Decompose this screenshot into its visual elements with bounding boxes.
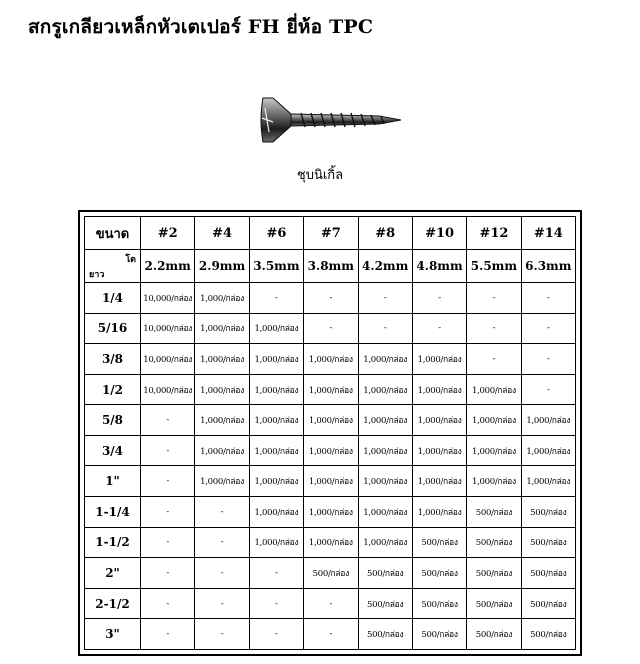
pack-qty-cell: 1,000/กล่อง bbox=[304, 497, 358, 528]
pack-qty-cell: 1,000/กล่อง bbox=[412, 497, 466, 528]
pack-qty-cell: - bbox=[521, 344, 575, 375]
pack-qty-cell: 1,000/กล่อง bbox=[358, 374, 412, 405]
pack-qty-cell: 1,000/กล่อง bbox=[467, 374, 521, 405]
pack-qty-cell: 500/กล่อง bbox=[412, 527, 466, 558]
pack-qty-cell: 1,000/กล่อง bbox=[249, 344, 303, 375]
diameter-header: 3.5mm bbox=[249, 250, 303, 283]
corner-len-label: ยาว bbox=[89, 270, 105, 280]
spec-table bbox=[84, 216, 576, 650]
table-row bbox=[85, 435, 576, 466]
pack-qty-cell: 500/กล่อง bbox=[304, 558, 358, 589]
pack-qty-cell: 1,000/กล่อง bbox=[358, 435, 412, 466]
pack-qty-cell: 1,000/กล่อง bbox=[412, 466, 466, 497]
table-row bbox=[85, 374, 576, 405]
length-label: 3/4 bbox=[85, 435, 141, 466]
pack-qty-cell: 1,000/กล่อง bbox=[521, 466, 575, 497]
pack-qty-cell: 500/กล่อง bbox=[412, 588, 466, 619]
table-row bbox=[85, 527, 576, 558]
pack-qty-cell: 1,000/กล่อง bbox=[467, 435, 521, 466]
pack-qty-cell: 500/กล่อง bbox=[467, 497, 521, 528]
corner-size-label: ขนาด bbox=[85, 217, 141, 250]
pack-qty-cell: - bbox=[304, 619, 358, 650]
pack-qty-cell: 500/กล่อง bbox=[412, 619, 466, 650]
diameter-header-row bbox=[85, 250, 576, 283]
diameter-header: 4.2mm bbox=[358, 250, 412, 283]
length-label: 1/2 bbox=[85, 374, 141, 405]
gauge-header: #14 bbox=[521, 217, 575, 250]
pack-qty-cell: 1,000/กล่อง bbox=[358, 527, 412, 558]
gauge-header: #6 bbox=[249, 217, 303, 250]
pack-qty-cell: - bbox=[304, 283, 358, 314]
pack-qty-cell: 500/กล่อง bbox=[521, 558, 575, 589]
pack-qty-cell: 1,000/กล่อง bbox=[249, 313, 303, 344]
pack-qty-cell: 1,000/กล่อง bbox=[195, 344, 249, 375]
pack-qty-cell: 1,000/กล่อง bbox=[249, 497, 303, 528]
pack-qty-cell: 1,000/กล่อง bbox=[249, 527, 303, 558]
pack-qty-cell: 1,000/กล่อง bbox=[521, 435, 575, 466]
pack-qty-cell: - bbox=[249, 619, 303, 650]
pack-qty-cell: 1,000/กล่อง bbox=[304, 374, 358, 405]
pack-qty-cell: 500/กล่อง bbox=[467, 588, 521, 619]
pack-qty-cell: 500/กล่อง bbox=[412, 558, 466, 589]
corner-dia-len-cell bbox=[85, 250, 141, 283]
gauge-header: #7 bbox=[304, 217, 358, 250]
pack-qty-cell: 500/กล่อง bbox=[467, 558, 521, 589]
length-label: 1-1/2 bbox=[85, 527, 141, 558]
pack-qty-cell: - bbox=[141, 558, 195, 589]
pack-qty-cell: 1,000/กล่อง bbox=[195, 435, 249, 466]
pack-qty-cell: 1,000/กล่อง bbox=[304, 466, 358, 497]
pack-qty-cell: 1,000/กล่อง bbox=[412, 405, 466, 436]
pack-qty-cell: - bbox=[521, 374, 575, 405]
table-row bbox=[85, 497, 576, 528]
pack-qty-cell: - bbox=[249, 588, 303, 619]
pack-qty-cell: 1,000/กล่อง bbox=[249, 466, 303, 497]
pack-qty-cell: - bbox=[467, 283, 521, 314]
gauge-header: #8 bbox=[358, 217, 412, 250]
pack-qty-cell: 500/กล่อง bbox=[521, 619, 575, 650]
pack-qty-cell: 10,000/กล่อง bbox=[141, 374, 195, 405]
pack-qty-cell: - bbox=[467, 344, 521, 375]
pack-qty-cell: - bbox=[195, 558, 249, 589]
pack-qty-cell: 1,000/กล่อง bbox=[304, 344, 358, 375]
length-label: 2" bbox=[85, 558, 141, 589]
pack-qty-cell: 500/กล่อง bbox=[521, 527, 575, 558]
gauge-header: #4 bbox=[195, 217, 249, 250]
diameter-header: 3.8mm bbox=[304, 250, 358, 283]
pack-qty-cell: 1,000/กล่อง bbox=[304, 435, 358, 466]
pack-qty-cell: - bbox=[249, 558, 303, 589]
pack-qty-cell: - bbox=[141, 527, 195, 558]
pack-qty-cell: 1,000/กล่อง bbox=[358, 466, 412, 497]
pack-qty-cell: 1,000/กล่อง bbox=[467, 405, 521, 436]
table-row bbox=[85, 283, 576, 314]
pack-qty-cell: 500/กล่อง bbox=[521, 497, 575, 528]
length-label: 1" bbox=[85, 466, 141, 497]
pack-qty-cell: - bbox=[412, 313, 466, 344]
gauge-header: #2 bbox=[141, 217, 195, 250]
pack-qty-cell: 1,000/กล่อง bbox=[467, 466, 521, 497]
pack-qty-cell: 1,000/กล่อง bbox=[195, 405, 249, 436]
length-label: 1-1/4 bbox=[85, 497, 141, 528]
table-row bbox=[85, 313, 576, 344]
pack-qty-cell: 500/กล่อง bbox=[358, 588, 412, 619]
pack-qty-cell: 10,000/กล่อง bbox=[141, 283, 195, 314]
table-row bbox=[85, 405, 576, 436]
pack-qty-cell: - bbox=[467, 313, 521, 344]
gauge-header: #10 bbox=[412, 217, 466, 250]
pack-qty-cell: 500/กล่อง bbox=[358, 619, 412, 650]
corner-dia-label: โต bbox=[125, 255, 136, 265]
pack-qty-cell: 1,000/กล่อง bbox=[412, 374, 466, 405]
pack-qty-cell: 1,000/กล่อง bbox=[249, 374, 303, 405]
pack-qty-cell: - bbox=[249, 283, 303, 314]
spec-table-frame bbox=[78, 210, 582, 656]
pack-qty-cell: 1,000/กล่อง bbox=[521, 405, 575, 436]
pack-qty-cell: 1,000/กล่อง bbox=[249, 435, 303, 466]
pack-qty-cell: 1,000/กล่อง bbox=[195, 374, 249, 405]
pack-qty-cell: 1,000/กล่อง bbox=[358, 497, 412, 528]
table-row bbox=[85, 558, 576, 589]
length-label: 1/4 bbox=[85, 283, 141, 314]
gauge-header: #12 bbox=[467, 217, 521, 250]
pack-qty-cell: - bbox=[195, 619, 249, 650]
pack-qty-cell: - bbox=[195, 527, 249, 558]
length-label: 2-1/2 bbox=[85, 588, 141, 619]
pack-qty-cell: - bbox=[141, 405, 195, 436]
pack-qty-cell: - bbox=[521, 283, 575, 314]
pack-qty-cell: 500/กล่อง bbox=[358, 558, 412, 589]
pack-qty-cell: 10,000/กล่อง bbox=[141, 344, 195, 375]
pack-qty-cell: - bbox=[304, 313, 358, 344]
table-row bbox=[85, 619, 576, 650]
pack-qty-cell: 10,000/กล่อง bbox=[141, 313, 195, 344]
pack-qty-cell: 1,000/กล่อง bbox=[412, 435, 466, 466]
diameter-header: 4.8mm bbox=[412, 250, 466, 283]
diameter-header: 2.2mm bbox=[141, 250, 195, 283]
length-label: 3" bbox=[85, 619, 141, 650]
pack-qty-cell: 1,000/กล่อง bbox=[195, 283, 249, 314]
pack-qty-cell: 500/กล่อง bbox=[521, 588, 575, 619]
pack-qty-cell: - bbox=[141, 497, 195, 528]
pack-qty-cell: 1,000/กล่อง bbox=[304, 527, 358, 558]
length-label: 5/16 bbox=[85, 313, 141, 344]
pack-qty-cell: - bbox=[521, 313, 575, 344]
pack-qty-cell: - bbox=[141, 619, 195, 650]
pack-qty-cell: 1,000/กล่อง bbox=[195, 466, 249, 497]
pack-qty-cell: 1,000/กล่อง bbox=[412, 344, 466, 375]
pack-qty-cell: - bbox=[304, 588, 358, 619]
pack-qty-cell: - bbox=[358, 283, 412, 314]
diameter-header: 6.3mm bbox=[521, 250, 575, 283]
page-title: สกรูเกลียวเหล็กหัวเตเปอร์ FH ยี่ห้อ TPC bbox=[28, 16, 374, 38]
pack-qty-cell: 1,000/กล่อง bbox=[195, 313, 249, 344]
diameter-header: 5.5mm bbox=[467, 250, 521, 283]
pack-qty-cell: 1,000/กล่อง bbox=[249, 405, 303, 436]
length-label: 5/8 bbox=[85, 405, 141, 436]
pack-qty-cell: - bbox=[358, 313, 412, 344]
pack-qty-cell: - bbox=[141, 466, 195, 497]
pack-qty-cell: - bbox=[141, 588, 195, 619]
length-label: 3/8 bbox=[85, 344, 141, 375]
pack-qty-cell: 500/กล่อง bbox=[467, 527, 521, 558]
pack-qty-cell: 1,000/กล่อง bbox=[304, 405, 358, 436]
pack-qty-cell: 500/กล่อง bbox=[467, 619, 521, 650]
table-row bbox=[85, 466, 576, 497]
table-row bbox=[85, 344, 576, 375]
table-row bbox=[85, 588, 576, 619]
screw-image bbox=[257, 94, 403, 146]
gauge-header-row bbox=[85, 217, 576, 250]
pack-qty-cell: - bbox=[141, 435, 195, 466]
pack-qty-cell: 1,000/กล่อง bbox=[358, 344, 412, 375]
pack-qty-cell: - bbox=[195, 497, 249, 528]
pack-qty-cell: 1,000/กล่อง bbox=[358, 405, 412, 436]
pack-qty-cell: - bbox=[195, 588, 249, 619]
pack-qty-cell: - bbox=[412, 283, 466, 314]
diameter-header: 2.9mm bbox=[195, 250, 249, 283]
finish-caption: ชุบนิเกิ้ล bbox=[296, 168, 344, 183]
